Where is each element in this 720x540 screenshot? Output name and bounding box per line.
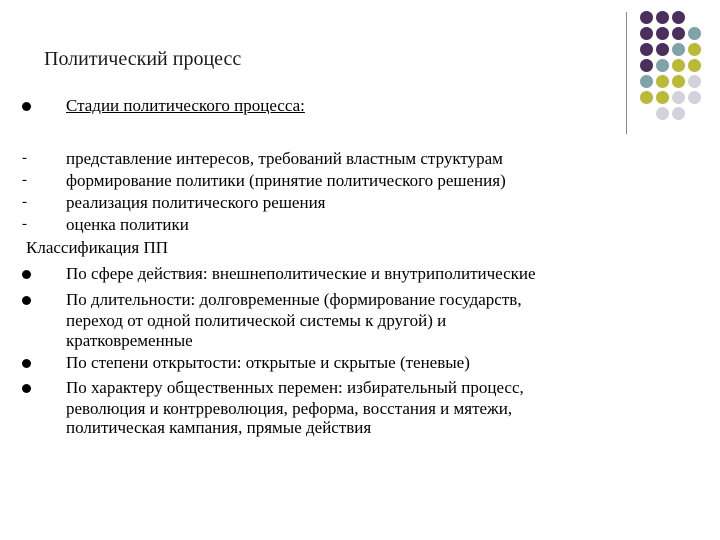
dot-teal [640,75,653,88]
dot-lightgray [672,107,685,120]
dot-purple [640,43,653,56]
dot-purple [640,59,653,72]
dot-lightgray [656,107,669,120]
classification-item: По степени открытости: открытые и скрытые (теневые) [66,353,470,372]
dot-teal [656,59,669,72]
classification-item-cont: кратковременные [66,331,193,350]
divider-line [626,12,627,134]
dot-lightgray [672,91,685,104]
dot-olive [640,91,653,104]
bullet-icon [22,359,31,368]
classification-heading: Классификация ПП [26,238,169,257]
dot-purple [656,11,669,24]
dot-olive [656,91,669,104]
classification-item: По характеру общественных перемен: избирательный процесс, [66,378,524,397]
classification-item: По длительности: долговременные (формирование государств, [66,290,522,309]
decorative-dot-grid [640,11,701,120]
dot-purple [656,43,669,56]
dot-teal [672,43,685,56]
bullet-icon [22,270,31,279]
dash-icon: - [22,216,27,232]
dash-icon: - [22,172,27,188]
dot-purple [672,11,685,24]
slide-title: Политический процесс [44,48,242,70]
dot-empty [688,11,701,24]
dot-lightgray [688,75,701,88]
dot-purple [640,11,653,24]
bullet-icon [22,102,31,111]
dot-purple [640,27,653,40]
dot-olive [688,43,701,56]
dot-olive [672,75,685,88]
stages-heading: Стадии политического процесса: [66,96,305,115]
stage-item: формирование политики (принятие политического решения) [66,171,506,190]
dot-empty [640,107,653,120]
classification-item-cont: революция и контрреволюция, реформа, восстания и мятежи, [66,399,513,418]
classification-item: По сфере действия: внешнеполитические и внутриполитические [66,264,536,283]
dash-icon: - [22,150,27,166]
dot-olive [656,75,669,88]
dot-purple [656,27,669,40]
dot-olive [672,59,685,72]
dot-lightgray [688,91,701,104]
dot-purple [672,27,685,40]
stage-item: оценка политики [66,215,189,234]
dot-empty [688,107,701,120]
classification-item-cont: переход от одной политической системы к другой) и [66,311,447,330]
dot-olive [688,59,701,72]
stage-item: представление интересов, требований властным структурам [66,149,503,168]
dot-teal [688,27,701,40]
classification-item-cont: политическая кампания, прямые действия [66,418,372,437]
bullet-icon [22,296,31,305]
dash-icon: - [22,194,27,210]
bullet-icon [22,384,31,393]
stage-item: реализация политического решения [66,193,326,212]
